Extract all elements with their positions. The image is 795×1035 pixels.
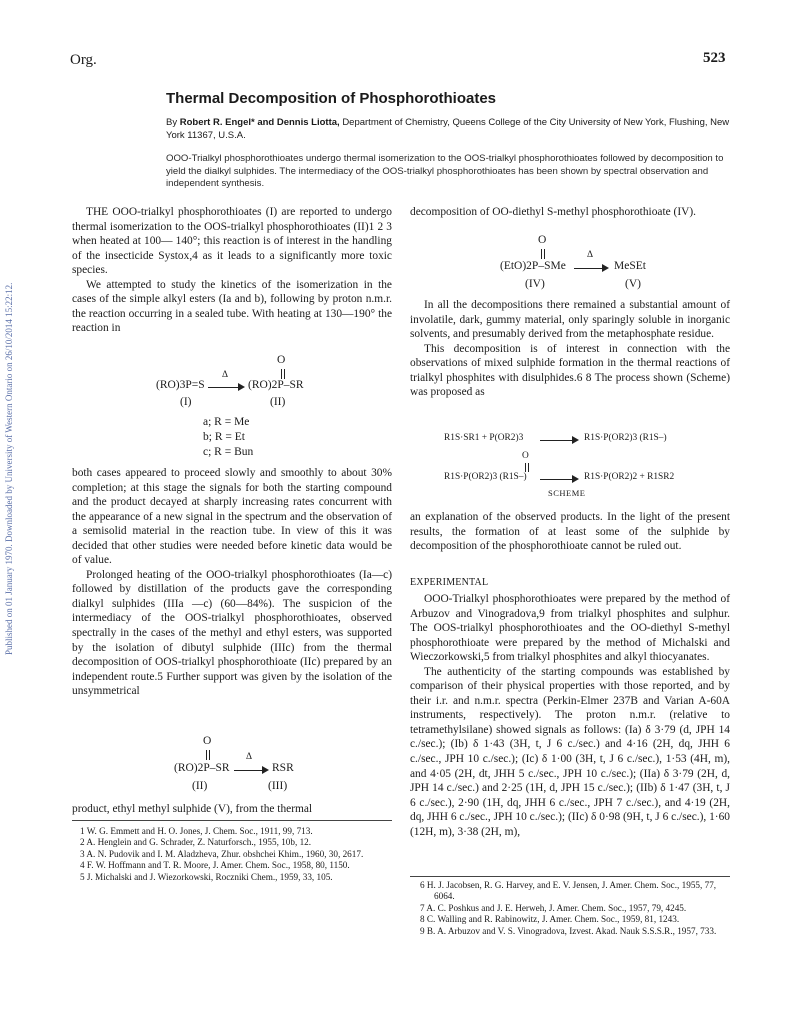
by-label: By	[166, 117, 178, 128]
scheme1-label-II: (II)	[270, 396, 286, 408]
left-column-top	[72, 205, 392, 336]
footnotes-left	[80, 826, 392, 883]
paragraph-explanation: an explanation of the observed products. In the light of the present results, the formation of at least some of the sulphide by decomposition of the phosphorothioate cannot be ruled out.	[410, 511, 730, 553]
right-column-middle	[410, 298, 730, 400]
scheme3-product: MeSEt	[614, 260, 646, 272]
scheme1-delta: Δ	[222, 370, 229, 380]
paragraph-mixed-sulphide: This decomposition is of interest in connection with the observations of mixed sulphide formation in the thermal reactions of trialkyl phosphites with disulphides.6 8 The process shown (Scheme) was proposed as	[410, 342, 730, 399]
provenance-sidebar: Published on 01 January 1970. Downloaded by University of Western Ontario on 26/10/2014 15:22:12.	[4, 282, 14, 655]
scheme2-arrowhead	[262, 766, 269, 774]
scheme2-double-bond	[206, 750, 207, 760]
footnotes-right	[420, 880, 730, 937]
scheme4-line2-right: R1S·P(OR2)2 + R1SR2	[584, 472, 675, 482]
footnote-3: 3 A. N. Pudovik and I. M. Aladzheva, Zhur. obshchei Khim., 1960, 30, 2617.	[80, 848, 364, 859]
scheme3-double-bond-2	[544, 249, 545, 259]
article-title: Thermal Decomposition of Phosphorothioates	[166, 90, 497, 107]
scheme1-arrow	[208, 387, 240, 388]
scheme1-variant-a: a; R = Me	[203, 416, 250, 428]
scheme3-reactant: (EtO)2P–SMe	[500, 260, 566, 272]
footnote-8: 8 C. Walling and R. Rabinowitz, J. Amer. Chem. Soc., 1959, 81, 1243.	[420, 914, 680, 925]
paragraph-intro: THE OOO-trialkyl phosphorothioates (I) are reported to undergo thermal isomerization to the OOS-trialkyl phosphorothioates (II)1 2 3 when heated at 100— 140°; this reaction is of interest in the handling of the insecticide Systox,4 as it leads to a significantly more toxic species.	[72, 206, 392, 277]
scheme1-label-I: (I)	[180, 396, 192, 408]
scheme4-line1-left: R1S·SR1 + P(OR2)3	[444, 433, 524, 443]
left-column-bottom	[72, 802, 392, 817]
right-column-lower	[410, 510, 730, 554]
right-column-top	[410, 205, 730, 220]
scheme2-delta: Δ	[246, 752, 253, 762]
footnote-9: 9 B. A. Arbuzov and V. S. Vinogradova, Izvest. Akad. Nauk S.S.S.R., 1957, 733.	[420, 925, 717, 936]
scheme3-arrow	[574, 268, 604, 269]
scheme2-double-bond-2	[209, 750, 210, 760]
scheme4-double-bond-2	[528, 463, 529, 472]
scheme-label: SCHEME	[548, 488, 586, 498]
author-line	[166, 117, 731, 142]
footnote-4: 4 F. W. Hoffmann and T. R. Moore, J. Amer. Chem. Soc., 1958, 80, 1150.	[80, 860, 350, 871]
paragraph-authenticity: The authenticity of the starting compounds was established by comparison of their physical properties with those reported, and by their i.r. and n.m.r. spectra (Perkin-Elmer 237B and Varian A-60A instruments, respectively). The proton n.m.r. (relative to tetramethylsilane) showed signals as follows: (Ia) δ 3·79 (d, JPH 14 c./sec.); (Ib) δ 1·43 (3H, t, J 6 c./sec.) and 4·16 (2H, dq, JHH 6 c./sec., JPH 10 c./sec.); (Ic) δ 1·00 (3H, t, J 6 c./sec.), 1·53 (4H, m), and 4·05 (2H, dt, JHH 5 c./sec., JPH 10 c./sec.); (IIa) δ 3·79 (2H, d, JPH 14 c./sec.) and 2·25 (1H, d, JPH 15 c./sec.); (IIb) δ 1·47 (3H, t, J 6 c./sec.), 2·90 (1H, dq, JHH 6 c./sec., JPH 7 c./sec.), and 4·19 (2H, dq, JHH 6 c./sec., JPH 10 c./sec.); (IIc) δ 0·98 (9H, t, J 6 c./sec.), 1·60 (12H, m), 3·38 (2H, m),	[410, 665, 730, 838]
paragraph-completion: both cases appeared to proceed slowly and smoothly to about 30% completion; at this stage the signals for both the starting compound and the product decayed at sharply increasing rates concurrent with the appearance of a new signal in the spectrum and the observation of a semisolid material in the reaction tube. In view of this it was decided that other studies were needed before kinetic data would be of value.	[72, 467, 392, 567]
experimental-heading: EXPERIMENTAL	[410, 577, 489, 588]
scheme3-arrowhead	[602, 264, 609, 272]
paragraph-involatile: In all the decompositions there remained a substantial amount of involatile, dark, gummy material, only sparingly soluble in inorganic solvents, and presumably derived from the metaphosphate residue.	[410, 299, 730, 341]
scheme4-arrow-2	[540, 479, 574, 480]
scheme1-variant-c: c; R = Bun	[203, 446, 254, 458]
scheme1-reactant: (RO)3P=S	[156, 379, 205, 391]
scheme3-label-V: (V)	[625, 278, 641, 290]
scheme3-oxygen: O	[538, 234, 547, 246]
footnote-2: 2 A. Henglein and G. Schrader, Z. Naturforsch., 1955, 10b, 12.	[80, 837, 312, 848]
scheme2-label-II: (II)	[192, 780, 208, 792]
paragraph-preparation: OOO-Trialkyl phosphorothioates were prepared by the method of Arbuzov and Vinogradova,9 from trialkyl phosphites and sulphur. The OOS-trialkyl phosphorothioates and the OO-diethyl S-methyl phosphorothioate were prepared by the method of Michalski and Wieczorkowski,5 from trialkyl phosphites and alkyl thiocyanates.	[410, 593, 730, 664]
scheme1-variant-b: b; R = Et	[203, 431, 245, 443]
scheme1-product: (RO)2P–SR	[248, 379, 304, 391]
scheme1-arrowhead	[238, 383, 245, 391]
paragraph-decomposition: decomposition of OO-diethyl S-methyl phosphorothioate (IV).	[410, 206, 696, 218]
scheme3-label-IV: (IV)	[525, 278, 545, 290]
scheme4-arrowhead-2	[572, 475, 579, 483]
scheme4-arrowhead-1	[572, 436, 579, 444]
footnote-divider-left	[72, 820, 392, 821]
abstract: OOO-Trialkyl phosphorothioates undergo thermal isomerization to the OOS-trialkyl phosphorothioates followed by decomposition to yield the dialkyl sulphides. The intermediacy of the OOS-trialkyl phosphorothioates has been shown by spectral observation and independent synthesis.	[166, 153, 724, 190]
journal-section: Org.	[70, 52, 97, 68]
scheme4-line1-right: R1S·P(OR2)3 (R1S–)	[584, 433, 667, 443]
scheme1-double-bond-2	[284, 369, 285, 379]
scheme2-product: RSR	[272, 762, 294, 774]
paragraph-prolonged: Prolonged heating of the OOO-trialkyl phosphorothioates (Ia—c) followed by distillation of the products gave the corresponding dialkyl sulphides (IIIa —c) (60—84%). The suspicion of the intermediacy of the OOS-trialkyl phosphorothioates, observed spectrally in the cases of the methyl and ethyl esters, was supported by the isolation of dibutyl sulphide (IIIc) from the thermal decomposition of OOS-trialkyl phosphorothioate (IIc) prepared by an independent route.5 Further support was given by the isolation of the unsymmetrical	[72, 568, 392, 698]
scheme2-reactant: (RO)2P–SR	[174, 762, 230, 774]
scheme4-arrow-1	[540, 440, 574, 441]
scheme1-oxygen: O	[277, 354, 286, 366]
footnote-divider-right	[410, 876, 730, 877]
footnote-6: 6 H. J. Jacobsen, R. G. Harvey, and E. V. Jensen, J. Amer. Chem. Soc., 1955, 77, 6064.	[420, 880, 717, 902]
scheme3-double-bond	[541, 249, 542, 259]
scheme3-delta: Δ	[587, 250, 594, 260]
scheme4-double-bond	[525, 463, 526, 472]
scheme4-oxygen: O	[522, 451, 529, 461]
left-column-middle	[72, 466, 392, 699]
footnote-1: 1 W. G. Emmett and H. O. Jones, J. Chem. Soc., 1911, 99, 713.	[80, 826, 313, 836]
paragraph-kinetics: We attempted to study the kinetics of the isomerization in the cases of the simple alkyl esters (Ia and b), following by proton n.m.r. the reaction occurring in a sealed tube. With heating at 130—190° the reaction in	[72, 278, 392, 335]
page-number: 523	[703, 50, 726, 66]
scheme2-label-III: (III)	[268, 780, 288, 792]
right-column-experimental	[410, 592, 730, 839]
author-names: Robert R. Engel* and Dennis Liotta,	[179, 117, 340, 128]
scheme2-arrow	[234, 770, 264, 771]
affiliation: Department of Chemistry, Queens College of the City University of New York, Flushing, New York 11367, U.S.A.	[166, 117, 730, 141]
paragraph-unsymmetrical: product, ethyl methyl sulphide (V), from the thermal	[72, 803, 313, 815]
scheme2-oxygen: O	[203, 735, 212, 747]
scheme4-line2-left: R1S·P(OR2)3 (R1S–)	[444, 472, 527, 482]
footnote-7: 7 A. C. Poshkus and J. E. Herweh, J. Amer. Chem. Soc., 1957, 79, 4245.	[420, 902, 687, 913]
scheme1-double-bond	[281, 369, 282, 379]
footnote-5: 5 J. Michalski and J. Wiezorkowski, Roczniki Chem., 1959, 33, 105.	[80, 871, 333, 882]
